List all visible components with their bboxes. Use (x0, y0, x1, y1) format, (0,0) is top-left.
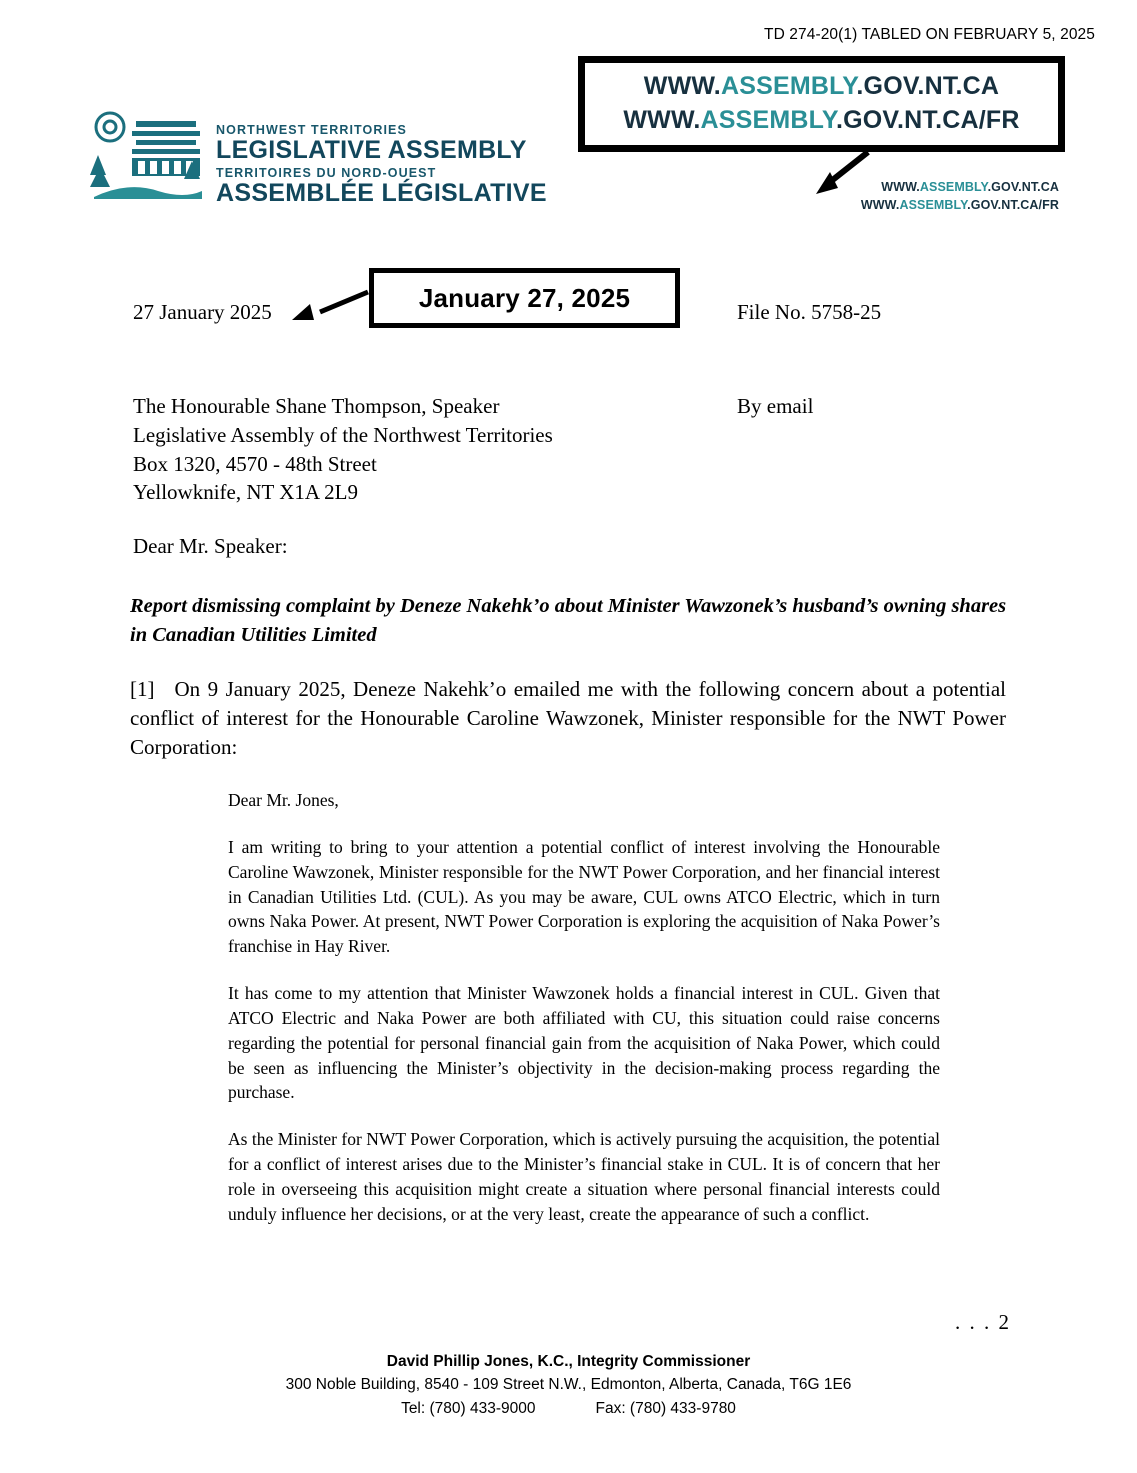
letterhead-line-3: TERRITOIRES DU NORD-OUEST (216, 166, 437, 181)
address-line: Box 1320, 4570 - 48th Street (133, 451, 377, 476)
file-number: File No. 5758-25 (737, 300, 882, 324)
callout-arrow-icon (290, 286, 372, 322)
page-footer (0, 1350, 1137, 1420)
delivery-method: By email (737, 394, 814, 418)
quote-paragraph: Dear Mr. Jones, (228, 790, 339, 810)
letterhead-url-english: WWW.ASSEMBLY.GOV.NT.CA (881, 180, 1059, 194)
callout-date-text: January 27, 2025 (418, 282, 631, 313)
address-line: Yellowknife, NT X1A 2L9 (133, 480, 358, 505)
recipient-address (133, 392, 553, 507)
footer-contact (0, 1397, 1137, 1420)
letterhead-line-1: NORTHWEST TERRITORIES (216, 123, 407, 137)
paragraph-text: On 9 January 2025, Deneze Nakehk’o emailed me with the following concern about a potential conflict of interest for the Honourable Caroline Wawzonek, Minister responsible for the NWT Power Corporation: (130, 677, 1006, 759)
tabled-stamp: TD 274-20(1) TABLED ON FEBRUARY 5, 2025 (764, 26, 1095, 43)
url-annotation-callout (578, 56, 1065, 152)
salutation: Dear Mr. Speaker: (133, 534, 288, 558)
quote-paragraph: As the Minister for NWT Power Corporation, which is actively pursuing the acquisition, the potential for a conflict of interest arises due to the Minister’s financial stake in CUL. It is of concern that her role in overseeing this acquisition might create a situation where personal financial interests could unduly influence her decisions, or at the very least, create the appearance of such a conflict. (228, 1129, 940, 1224)
legislative-assembly-crest-icon (88, 105, 206, 201)
letterhead (88, 105, 547, 211)
quoted-email (228, 788, 940, 1227)
letterhead-urls (861, 178, 1059, 214)
letterhead-line-4: ASSEMBLÉE LÉGISLATIVE (216, 179, 547, 207)
subject-line: Report dismissing complaint by Deneze Nakehk’o about Minister Wawzonek’s husband’s owning shares in Canadian Utilities Limited (130, 595, 1007, 646)
letter-date: 27 January 2025 (133, 300, 272, 324)
paragraph-marker: [1] (130, 677, 155, 701)
footer-tel: Tel: (780) 433-9000 (401, 1399, 536, 1417)
footer-name: David Phillip Jones, K.C., Integrity Commissioner (386, 1353, 751, 1370)
address-line: The Honourable Shane Thompson, Speaker (133, 394, 500, 418)
letterhead-line-2: LEGISLATIVE ASSEMBLY (216, 135, 527, 164)
callout-url-french: WWW.ASSEMBLY.GOV.NT.CA/FR (623, 106, 1020, 134)
quote-paragraph: I am writing to bring to your attention a potential conflict of interest involving the Honourable Caroline Wawzonek, Minister responsible for the NWT Power Corporation, and her financial interest in Canadian Utilities Ltd. (CUL). As you may be aware, CUL owns ATCO Electric, which in turn owns Naka Power. At present, NWT Power Corporation is exploring the acquisition of Naka Power’s franchise in Hay River. (228, 836, 940, 957)
date-annotation-callout (369, 268, 680, 328)
footer-address: 300 Noble Building, 8540 - 109 Street N.W., Edmonton, Alberta, Canada, T6G 1E6 (285, 1376, 852, 1394)
page-continuation: . . . 2 (955, 1310, 1011, 1334)
quote-paragraph: It has come to my attention that Minister Wawzonek holds a financial interest in CUL. Given that ATCO Electric and Naka Power are both affiliated with CU, this situation could raise concerns regarding the potential for personal financial gain from the acquisition of Naka Power, which could be seen as influencing the Minister’s objectivity in the decision-making process regarding the purchase. (228, 983, 940, 1103)
address-line: Legislative Assembly of the Northwest Territories (133, 422, 553, 447)
letterhead-url-french: WWW.ASSEMBLY.GOV.NT.CA/FR (860, 198, 1059, 213)
callout-url-english: WWW.ASSEMBLY.GOV.NT.CA (643, 72, 1000, 101)
footer-fax: Fax: (780) 433-9780 (595, 1399, 736, 1417)
body-paragraph-1 (130, 675, 1006, 762)
